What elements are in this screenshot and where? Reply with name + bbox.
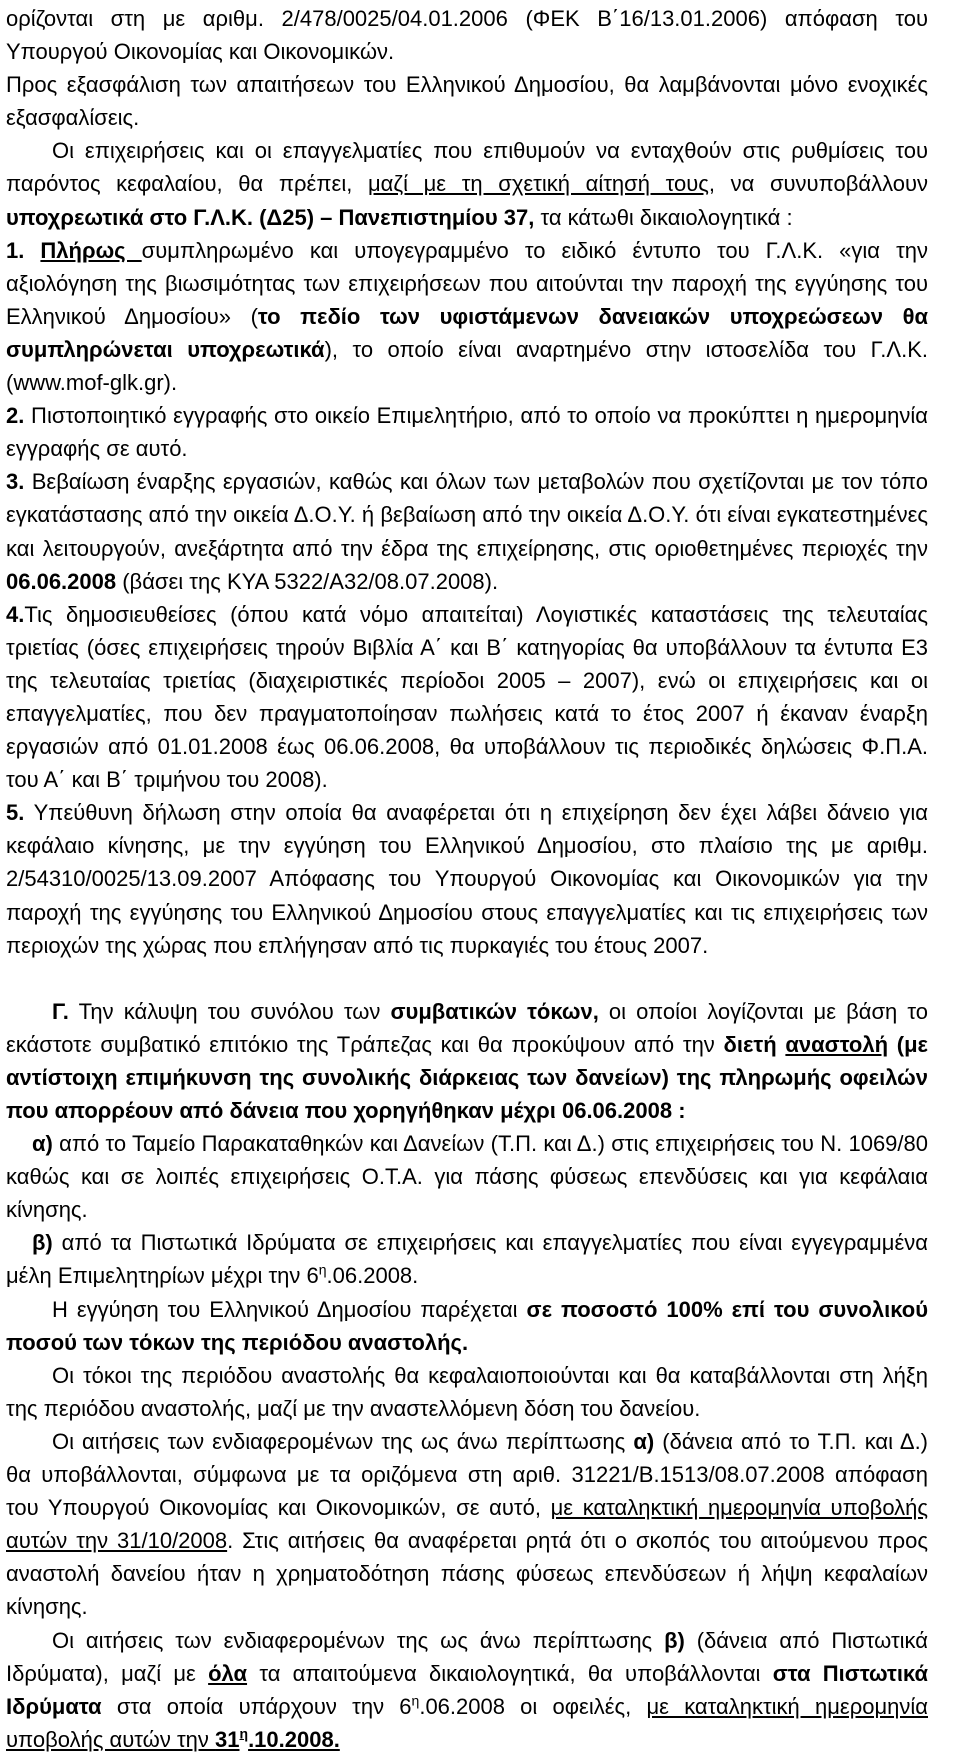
list-item-1-bold-text: το πεδίο των υφιστάμενων δανειακών υποχρεώσεων θα συμπληρώνεται υποχρεωτικά — [6, 303, 928, 362]
applications-a-case: α) — [633, 1428, 655, 1454]
interest-text: Οι τόκοι της περιόδου αναστολής θα κεφαλαιοποιούνται και θα καταβάλλονται στη λήξη της περιόδου αναστολής, μαζί με την αναστελλόμενη δόση του δανείου. — [6, 1362, 928, 1421]
interest-paragraph — [6, 1359, 928, 1425]
guarantee-text: Η εγγύηση του Ελληνικού Δημοσίου παρέχεται — [52, 1296, 527, 1322]
list-item-2-text: Πιστοποιητικό εγγραφής στο οικείο Επιμελητήριο, από το οποίο να προκύπτει η ημερομηνία εγγραφής σε αυτό. — [6, 403, 928, 462]
list-item-1-tail: ), το οποίο είναι αναρτημένο στην ιστοσελίδα του Γ.Λ.Κ. (www.mof-glk.gr). — [6, 336, 928, 396]
applications-b-day: 31 — [215, 1726, 240, 1752]
guarantee-paragraph — [6, 1293, 928, 1359]
applications-b-text-3: τα απαιτούμενα δικαιολογητικά, θα υποβάλλονται — [247, 1660, 773, 1686]
list-item-5 — [6, 796, 928, 961]
applications-b-case: β) — [664, 1627, 685, 1653]
list-item-4 — [6, 598, 928, 797]
list-item-3 — [6, 465, 928, 597]
list-item-3-date: 06.06.2008 — [6, 568, 117, 594]
documents-below-text: τα κάτωθι δικαιολογητικά : — [534, 204, 793, 230]
applications-a-deadline: με καταληκτική ημερομηνία υποβολής αυτών την 31/10/2008 — [6, 1495, 928, 1554]
list-item-5-number: 5. — [6, 800, 25, 826]
applications-a-text-2: (δάνεια από το Τ.Π. και Δ.) θα υποβάλλονται, σύμφωνα με τα οριζόμενα στη αριθ. 31221/Β.1513/08.07.2008 απόφαση του Υπουργού Οικονομίας και Οικονομικών, σε αυτό, — [6, 1428, 929, 1521]
case-beta-superscript: η — [318, 1262, 327, 1279]
paragraph-securities — [6, 68, 928, 134]
list-item-4-number: 4. — [6, 601, 25, 627]
section-g-bold-tail: (με αντίστοιχη επιμήκυνση της συνολικής διάρκειας των δανείων) της πληρωμής οφειλών που απορρέουν από δάνεια που χορηγήθηκαν μέχρι 06.06.2008 : — [6, 1031, 928, 1123]
applications-b-text: Οι αιτήσεις των ενδιαφερομένων της ως άνω περίπτωσης — [52, 1627, 665, 1653]
applications-b-credit-institutions: στα Πιστωτικά Ιδρύματα — [6, 1660, 928, 1719]
section-spacer — [6, 962, 928, 995]
list-item-3-tail: (βάσει της ΚΥΑ 5322/Α32/08.07.2008). — [116, 568, 499, 594]
requirements-intro-text: Οι επιχειρήσεις και οι επαγγελματίες που επιθυμούν να ενταχθούν στις ρυθμίσεις του παρόντος κεφαλαίου, θα πρέπει, — [6, 138, 928, 197]
guarantee-bold-text: σε ποσοστό 100% επί του συνολικού ποσού των τόκων της περιόδου αναστολής. — [6, 1296, 929, 1355]
section-g-contract-interest: συμβατικών τόκων, — [390, 998, 599, 1024]
applications-b-all: όλα — [208, 1660, 248, 1686]
securities-text: Προς εξασφάλιση των απαιτήσεων του Ελληνικού Δημοσίου, θα λαμβάνονται μόνο ενοχικές εξασφαλίσεις. — [6, 72, 928, 131]
paragraph-requirements-intro — [6, 134, 928, 233]
glk-address-text: υποχρεωτικά στο Γ.Λ.Κ. (Δ25) – Πανεπιστημίου 37, — [6, 204, 535, 230]
applications-b-deadline: με καταληκτική ημερομηνία υποβολής αυτών την — [6, 1693, 928, 1752]
section-g-text-2: οι οποίοι λογίζονται με βάση το εκάστοτε συμβατικό επιτόκιο της Τράπεζας και θα προκύψουν από την — [6, 998, 928, 1057]
case-alpha — [6, 1127, 928, 1226]
list-item-1 — [6, 234, 928, 399]
section-g-text: Την κάλυψη του συνόλου των — [68, 998, 391, 1024]
case-beta-tail: .06.2008. — [326, 1263, 419, 1289]
applications-a-text: Οι αιτήσεις των ενδιαφερομένων της ως άνω περίπτωσης — [52, 1428, 634, 1454]
list-item-5-text: Υπεύθυνη δήλωση στην οποία θα αναφέρεται ότι η επιχείρηση δεν έχει λάβει δάνειο για κεφάλαιο κίνησης, με την εγγύηση του Ελληνικού Δημοσίου, στο πλαίσιο της με αριθμ. 2/54310/0025/13.09.2007 Απόφασης του Υπουργού Οικονομίας και Οικονομικών για την παροχή της εγγύησης του Ελληνικού Δημοσίου στους επαγγελματίες και τις επιχειρήσεις των περιοχών της χώρας που επλήγησαν από τις πυρκαγιές του έτους 2007. — [6, 800, 928, 958]
applications-b-superscript-2: η — [239, 1725, 249, 1742]
applications-b-text-2: (δάνεια από Πιστωτικά Ιδρύματα), μαζί με — [6, 1627, 928, 1686]
case-alpha-label: α) — [32, 1131, 53, 1157]
with-application-text: μαζί με τη σχετική αίτησή τους — [367, 171, 709, 197]
applications-a-paragraph — [6, 1425, 928, 1624]
applications-b-superscript-1: η — [411, 1692, 420, 1709]
decision-reference-text: ορίζονται στη με αριθμ. 2/478/0025/04.01.2006 (ΦΕΚ Β΄16/13.01.2006) απόφαση του Υπουργού Οικονομίας και Οικονομικών. — [6, 6, 928, 65]
section-g-paragraph — [6, 995, 928, 1127]
applications-a-tail: . Στις αιτήσεις θα αναφέρεται ρητά ότι ο σκοπός του αιτούμενου προς αναστολή δανείου ήταν η χρηματοδότηση πάσης φύσεως επενδύσεων ή λήψη κεφαλαίων κίνησης. — [6, 1528, 928, 1620]
case-alpha-text: από το Ταμείο Παρακαταθηκών και Δανείων (Τ.Π. και Δ.) στις επιχειρήσεις του Ν. 1069/80 καθώς και σε λοιπές επιχειρήσεις Ο.Τ.Α. για πάσης φύσεως επενδύσεις και για κεφάλαια κίνησης. — [6, 1131, 928, 1223]
list-item-2 — [6, 399, 928, 465]
list-item-4-text: Τις δημοσιευθείσες (όπου κατά νόμο απαιτείται) Λογιστικές καταστάσεις της τελευταίας τριετίας (όσες επιχειρήσεις τηρούν Βιβλία Α΄ και Β΄ κατηγορίας θα υποβάλλουν τα έντυπα Ε3 της τελευταίας τριετίας (διαχειριστικές περίοδοι 2005 – 2007), ενώ οι επιχειρήσεις και οι επαγγελματίες, που δεν πραγματοποίησαν πωλήσεις κατά το έτος 2007 ή έκαναν έναρξη εργασιών από 01.01.2008 έως 06.06.2008, θα υποβάλλουν τις περιοδικές δηλώσεις Φ.Π.Α. του Α΄ και Β΄ τριμήνου του 2008). — [6, 601, 928, 793]
list-item-3-number: 3. — [6, 469, 25, 495]
list-item-2-number: 2. — [6, 403, 25, 429]
list-item-3-text: Βεβαίωση έναρξης εργασιών, καθώς και όλων των μεταβολών που σχετίζονται με τον τόπο εγκατάστασης από την οικεία Δ.Ο.Υ. ή βεβαίωση από την οικεία Δ.Ο.Υ. ότι είναι εγκατεστημένες και λειτουργούν, ανεξάρτητα από την έδρα της επιχείρησης, στις οριοθετημένες περιοχές την — [6, 469, 928, 561]
case-beta-label: β) — [32, 1230, 53, 1256]
applications-b-date-tail: .10.2008. — [248, 1726, 340, 1752]
section-g-letter: Γ. — [52, 998, 69, 1024]
list-item-1-number: 1. — [6, 237, 25, 263]
list-item-1-fully: Πλήρως — [40, 237, 142, 263]
section-g-suspension: αναστολή — [785, 1031, 889, 1057]
list-item-1-text: συμπληρωμένο και υπογεγραμμένο το ειδικό έντυπο του Γ.Λ.Κ. «για την αξιολόγηση της βιωσιμότητας των επιχειρήσεων που αιτούνται την παροχή της εγγύησης του Ελληνικού Δημοσίου» ( — [6, 237, 928, 329]
applications-b-text-4: στα οποία υπάρχουν την 6 — [101, 1693, 412, 1719]
paragraph-decision-reference — [6, 2, 928, 68]
submit-text: , να συνυποβάλλουν — [708, 171, 929, 197]
section-g-two-year: διετή — [723, 1031, 786, 1057]
case-beta-text: από τα Πιστωτικά Ιδρύματα σε επιχειρήσεις και επαγγελματίες που είναι εγγεγραμμένα μέλη Επιμελητηρίων μέχρι την 6 — [6, 1230, 928, 1289]
applications-b-text-5: .06.2008 οι οφειλές, — [419, 1693, 647, 1719]
case-beta — [6, 1226, 928, 1292]
applications-b-paragraph — [6, 1624, 928, 1756]
